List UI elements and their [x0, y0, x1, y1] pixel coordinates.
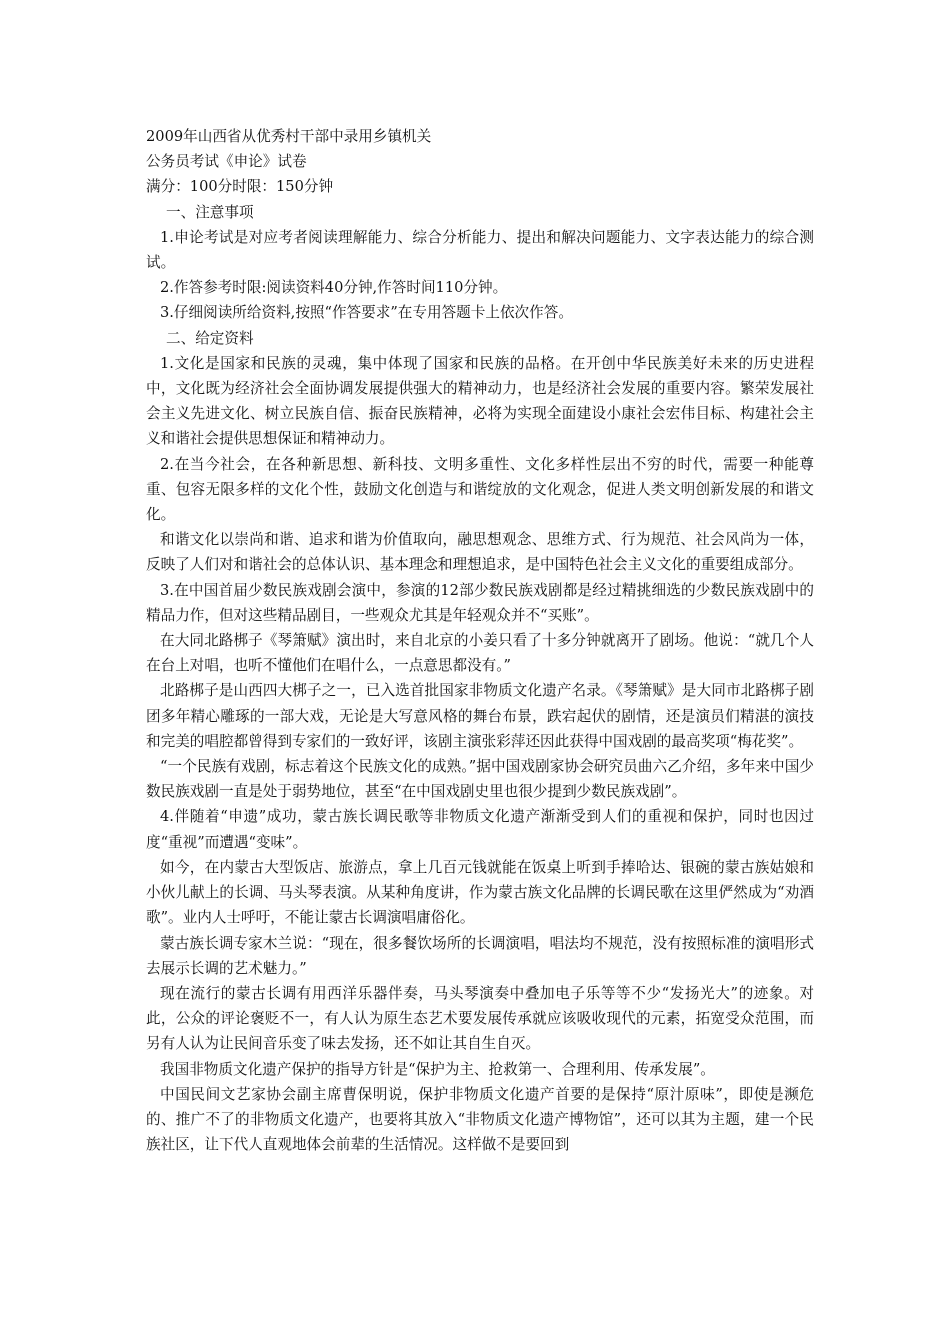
material-paragraph-7: “一个民族有戏剧，标志着这个民族文化的成熟。”据中国戏剧家协会研究员曲六乙介绍，多年来中国少数民族戏剧一直是处于弱势地位，甚至“在中国戏剧史里也很少提到少数民族戏剧”。 — [146, 758, 814, 801]
material-paragraph-12: 我国非物质文化遗产保护的指导方针是“保护为主、抢救第一、合理利用、传承发展”。 — [160, 1060, 715, 1078]
document-page — [146, 124, 814, 1157]
material-paragraph-4: 3.在中国首届少数民族戏剧会演中，参演的12部少数民族戏剧都是经过精挑细选的少数民族戏剧中的精品力作，但对这些精品剧目，一些观众尤其是年轻观众并不“买账”。 — [146, 581, 814, 624]
material-paragraph-13: 中国民间文艺家协会副主席曹保明说，保护非物质文化遗产首要的是保持“原汁原味”，即使是濒危的、推广不了的非物质文化遗产，也要将其放入“非物质文化遗产博物馆”，还可以其为主题，建一个民族社区，让下代人直观地体会前辈的生活情况。这样做不是要回到 — [146, 1085, 814, 1154]
material-paragraph-1: 1.文化是国家和民族的灵魂，集中体现了国家和民族的品格。在开创中华民族美好未来的历史进程中，文化既为经济社会全面协调发展提供强大的精神动力，也是经济社会发展的重要内容。繁荣发展社会主义先进文化、树立民族自信、振奋民族精神，必将为实现全面建设小康社会宏伟目标、构建社会主义和谐社会提供思想保证和精神动力。 — [146, 354, 814, 448]
material-paragraph-10: 蒙古族长调专家木兰说：“现在，很多餐饮场所的长调演唱，唱法均不规范，没有按照标准的演唱形式去展示长调的艺术魅力。” — [146, 934, 814, 977]
material-paragraph-5: 在大同北路梆子《琴箫赋》演出时，来自北京的小姜只看了十多分钟就离开了剧场。他说：“就几个人在台上对唱，也听不懂他们在唱什么，一点意思都没有。” — [146, 632, 814, 675]
material-paragraph-3: 和谐文化以崇尚和谐、追求和谐为价值取向，融思想观念、思维方式、行为规范、社会风尚为一体，反映了人们对和谐社会的总体认识、基本理念和理想追求，是中国特色社会主义文化的重要组成部分。 — [146, 531, 814, 574]
note-2: 2.作答参考时限:阅读资料40分钟,作答时间110分钟。 — [160, 279, 508, 297]
material-paragraph-8: 4.伴随着“申遗”成功，蒙古族长调民歌等非物质文化遗产渐渐受到人们的重视和保护，同时也因过度“重视”而遭遇“变味”。 — [146, 808, 814, 851]
material-paragraph-9: 如今，在内蒙古大型饭店、旅游点，拿上几百元钱就能在饭桌上听到手捧哈达、银碗的蒙古族姑娘和小伙儿献上的长调、马头琴表演。从某种角度讲，作为蒙古族文化品牌的长调民歌在这里俨然成为“劝酒歌”。业内人士呼吁，不能让蒙古长调演唱庸俗化。 — [146, 858, 814, 927]
section-heading-materials: 二、给定资料 — [166, 329, 254, 347]
note-3: 3.仔细阅读所给资料,按照“作答要求”在专用答题卡上依次作答。 — [160, 304, 573, 322]
material-paragraph-11: 现在流行的蒙古长调有用西洋乐器伴奏，马头琴演奏中叠加电子乐等等不少“发扬光大”的迹象。对此，公众的评论褒贬不一，有人认为原生态艺术要发展传承就应该吸收现代的元素，拓宽受众范围，而另有人认为让民间音乐变了味去发扬，还不如让其自生自灭。 — [146, 984, 814, 1053]
material-paragraph-2: 2.在当今社会，在各种新思想、新科技、文明多重性、文化多样性层出不穷的时代，需要一种能尊重、包容无限多样的文化个性，鼓励文化创造与和谐绽放的文化观念，促进人类文明创新发展的和谐文化。 — [146, 455, 814, 524]
section-heading-notes: 一、注意事项 — [166, 203, 254, 221]
title-line-2: 公务员考试《申论》试卷 — [146, 153, 307, 171]
score-time-line: 满分：100分时限：150分钟 — [146, 178, 334, 196]
note-1: 1.申论考试是对应考者阅读理解能力、综合分析能力、提出和解决问题能力、文字表达能力的综合测试。 — [146, 228, 814, 272]
material-paragraph-6: 北路梆子是山西四大梆子之一，已入选首批国家非物质文化遗产名录。《琴箫赋》是大同市北路梆子剧团多年精心雕琢的一部大戏，无论是大写意风格的舞台布景，跌宕起伏的剧情，还是演员们精湛的演技和完美的唱腔都曾得到专家们的一致好评，该剧主演张彩萍还因此获得中国戏剧的最高奖项“梅花奖”。 — [146, 682, 814, 750]
title-line-1: 2009年山西省从优秀村干部中录用乡镇机关 — [146, 128, 432, 145]
